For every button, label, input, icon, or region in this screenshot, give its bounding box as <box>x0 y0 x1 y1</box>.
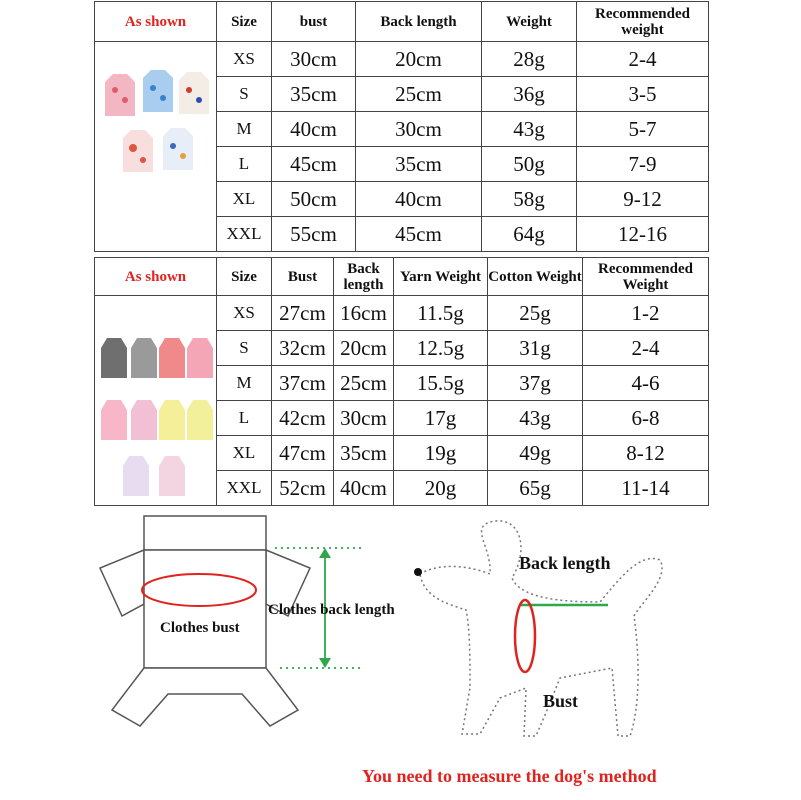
table-row <box>95 296 709 331</box>
col-header-cotton-weight: Cotton Weight <box>488 258 583 296</box>
cell-yarn-weight: 19g <box>394 436 488 471</box>
size-table-2 <box>94 257 709 506</box>
col-header-back-length: Back length <box>334 258 394 296</box>
cell-weight: 43g <box>482 112 577 147</box>
col-header-bust: bust <box>272 2 356 42</box>
cell-bust: 37cm <box>272 366 334 401</box>
cell-recommended-weight: 12-16 <box>577 217 709 252</box>
sweater-photo-icon <box>95 42 217 250</box>
cell-yarn-weight: 11.5g <box>394 296 488 331</box>
measurement-diagram <box>0 508 801 800</box>
cell-bust: 42cm <box>272 401 334 436</box>
cell-bust: 55cm <box>272 217 356 252</box>
cell-bust: 47cm <box>272 436 334 471</box>
measure-instructions: You need to measure the dog's method <box>362 766 657 786</box>
hoodie-photo-icon <box>95 296 217 506</box>
cell-cotton-weight: 37g <box>488 366 583 401</box>
cell-recommended-weight: 9-12 <box>577 182 709 217</box>
cell-cotton-weight: 65g <box>488 471 583 506</box>
col-header-size: Size <box>217 258 272 296</box>
cell-size: M <box>217 366 272 401</box>
product-photo-hoodies <box>95 296 217 506</box>
clothes-bust-label: Clothes bust <box>160 620 240 636</box>
cell-back-length: 16cm <box>334 296 394 331</box>
cell-size: S <box>217 77 272 112</box>
cell-size: M <box>217 112 272 147</box>
cell-back-length: 25cm <box>356 77 482 112</box>
table-header-row <box>95 258 709 296</box>
cell-bust: 35cm <box>272 77 356 112</box>
cell-size: XS <box>217 296 272 331</box>
table-header-row <box>95 2 709 42</box>
cell-recommended-weight: 3-5 <box>577 77 709 112</box>
cell-bust: 32cm <box>272 331 334 366</box>
cell-bust: 30cm <box>272 42 356 77</box>
cell-cotton-weight: 31g <box>488 331 583 366</box>
col-header-back-length: Back length <box>356 2 482 42</box>
cell-weight: 36g <box>482 77 577 112</box>
cell-recommended-weight: 1-2 <box>583 296 709 331</box>
cell-back-length: 30cm <box>356 112 482 147</box>
cell-yarn-weight: 17g <box>394 401 488 436</box>
cell-cotton-weight: 43g <box>488 401 583 436</box>
cell-size: XXL <box>217 471 272 506</box>
cell-back-length: 30cm <box>334 401 394 436</box>
col-header-yarn-weight: Yarn Weight <box>394 258 488 296</box>
cell-bust: 52cm <box>272 471 334 506</box>
cell-size: XL <box>217 182 272 217</box>
cell-size: XXL <box>217 217 272 252</box>
col-header-weight: Weight <box>482 2 577 42</box>
cell-bust: 45cm <box>272 147 356 182</box>
cell-back-length: 25cm <box>334 366 394 401</box>
cell-cotton-weight: 49g <box>488 436 583 471</box>
cell-size: XS <box>217 42 272 77</box>
cell-yarn-weight: 20g <box>394 471 488 506</box>
cell-cotton-weight: 25g <box>488 296 583 331</box>
cell-back-length: 45cm <box>356 217 482 252</box>
cell-recommended-weight: 5-7 <box>577 112 709 147</box>
col-header-bust: Bust <box>272 258 334 296</box>
col-header-recommended-weight: Recommended Weight <box>583 258 709 296</box>
as-shown-label: As shown <box>95 258 217 296</box>
col-header-size: Size <box>217 2 272 42</box>
product-photo-sweaters <box>95 42 217 252</box>
cell-weight: 28g <box>482 42 577 77</box>
cell-back-length: 20cm <box>356 42 482 77</box>
cell-size: L <box>217 147 272 182</box>
cell-recommended-weight: 2-4 <box>583 331 709 366</box>
cell-recommended-weight: 2-4 <box>577 42 709 77</box>
table-row <box>95 42 709 77</box>
cell-bust: 40cm <box>272 112 356 147</box>
cell-recommended-weight: 7-9 <box>577 147 709 182</box>
cell-size: S <box>217 331 272 366</box>
col-header-recommended-weight: Recommended weight <box>577 2 709 42</box>
cell-bust: 27cm <box>272 296 334 331</box>
cell-yarn-weight: 12.5g <box>394 331 488 366</box>
cell-back-length: 40cm <box>334 471 394 506</box>
cell-weight: 64g <box>482 217 577 252</box>
clothes-back-length-label: Clothes back length <box>268 602 395 618</box>
cell-back-length: 35cm <box>334 436 394 471</box>
cell-back-length: 40cm <box>356 182 482 217</box>
cell-recommended-weight: 6-8 <box>583 401 709 436</box>
cell-recommended-weight: 11-14 <box>583 471 709 506</box>
cell-weight: 50g <box>482 147 577 182</box>
cell-back-length: 35cm <box>356 147 482 182</box>
cell-back-length: 20cm <box>334 331 394 366</box>
as-shown-label: As shown <box>95 2 217 42</box>
cell-bust: 50cm <box>272 182 356 217</box>
cell-recommended-weight: 8-12 <box>583 436 709 471</box>
cell-yarn-weight: 15.5g <box>394 366 488 401</box>
back-length-label: Back length <box>519 553 611 573</box>
bust-label: Bust <box>543 691 579 711</box>
cell-size: XL <box>217 436 272 471</box>
cell-size: L <box>217 401 272 436</box>
cell-weight: 58g <box>482 182 577 217</box>
cell-recommended-weight: 4-6 <box>583 366 709 401</box>
garment-and-dog-outline-icon <box>0 508 801 800</box>
size-table-1 <box>94 1 709 252</box>
